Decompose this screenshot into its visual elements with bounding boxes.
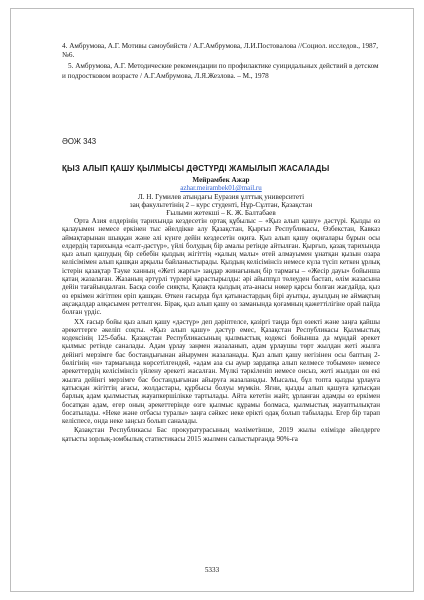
reference-item: 4. Амбрумова, А.Г. Мотивы самоубийств / А.Г.Амбрумова, Л.И.Постовалова //Социол. исследов., 1987, №6. xyxy=(62,42,379,60)
author-email-link[interactable]: azhar.meirambek01@mail.ru xyxy=(180,184,262,193)
udc-code: ӘОЖ 343 xyxy=(62,137,97,146)
article-body xyxy=(62,217,380,444)
page-number: 5333 xyxy=(204,566,220,574)
author-affiliation: Л. Н. Гумилев атындағы Еуразия ұлттық университеті xyxy=(137,192,305,201)
author-name: Мейрамбек Ажар xyxy=(192,176,250,184)
supervisor: Ғылыми жетекші – К. Ж. Балтабаев xyxy=(166,209,276,218)
body-paragraph: Қазақстан Республикасы Бас прокуратурасының мәліметінше, 2019 жылы елімізде әйелдерге қатысты зорлық-зомбылық статистикасы 2015 жылмен салыстырғанда 90%-ға xyxy=(62,426,380,443)
body-paragraph: Орта Азия елдерінің тарихында кездесетін ортақ құбылыс – «Қыз алып қашу» дәстүрі. Қызды өз қалауымен немесе еркінен тыс әйелдікке алу Қазақстан, Қырғыз Республикасы, Өзбекстан, Кавказ аймақтарынан шыққан және әлі күнге дейін кездесетін оқиға. Қыз алып қашу оқиғалары бұрын осы елдердің тарихында «салт-дәстүр», үйлі болудың бір амалы ретінде айтылған. Қырғыз, қазақ тарихында қыз алып қашудың бір себебін қыздың жігіттің «қалың малы» өтей алмауымен ұнатқан қызын озара келісімімен алып қашқан арқылы байланыстырады. Қыздың келісімінсіз немесе күла түсіп кеткен ұрлық істерін қазақтар Тәуке ханның «Жеті жарғы» заңдар жинағының бір тармағы – «Жесір дауы» бойынша қатаң жазалаған. Жазаның әртүрлі түрлері қарастырылды: әрі айыппұл төлеуден бастап, өлім жазасына дейін тағайындалған. Басқа сөзбе сияқты, Қазақта қыздың ата-анасы нөкер қарсы болған жағдайда, қыз өз еркімен жігітпен еріп қашқан. Өткен ғасырда бұл қатынастардың бірі ауытқы, ауылдың не аймақтың ақсақалдар алқасымен реттелген. Бірақ, қыз алып қашу өз заманында қоғамның қажеттілігіне орай пайда болған үрдіс. xyxy=(62,217,380,317)
article-title: ҚЫЗ АЛЫП ҚАШУ ҚЫЛМЫСЫ ДӘСТҮРДІ ЖАМЫЛЫП ЖАСАЛАДЫ xyxy=(62,164,330,173)
author-faculty: заң факультетінің 2 – курс студенті, Нұр-Сұлтан, Қазақстан xyxy=(129,200,313,209)
reference-list xyxy=(62,42,380,83)
reference-item: 5. Амбрумова, А.Г. Методические рекомендации по профилактике суицидальных действий в детском и подростковом возрасте / А.Г.Амбрумова, Л.Я.Жезлова. – М., 1978 xyxy=(62,62,379,80)
body-paragraph: XX ғасыр бойы қыз алып қашу «дәстүр» деп дәріптелсе, қазіргі таңда бұл өзекті және заңға қайшы әрекеттерге әкеліп соқты. «Қыз алып қашу» дәстүр емес, Қазақстан Республикасы Қылмыстық кодексінің 125-бабы. Қазақстан Республикасының қылмыстық кодексі бойынша да мұндай әрекет қылмыс ретінде саналады. Адам ұрлау заңмен жазаланып, адам ұрлаушы төрт жылдан жеті жылға дейінгі мерзімге бас бостандығынан айырумен жазаланады. Қыз алып қашу негізінен осы баптың 2-бөлігінің «н» тармағында көрсетілгендей, «адам аза сы ауыр зардапқа алып келмесе тобымен» немесе әрекеттердің келісімінсіз үйлену әрекеті жасалған. Мүлкі тәркіленіп немесе онсыз, жеті жылдан он екі жылға дейінгі мерзімге бас бостандығынан айыруға жазаланады. Мысалы, бұл топта қызды ұрлауға қатысқан жігіттің ағасы, жолдастары, құрбысы болуы мүмкін. Яғни, қызды алып қашуға қатысқан барлық адам қылмыстық жауапкершілікке тартылады. Айта кететін жайт, ұрланған адамды өз еркімен босатқан адам, егер оның әрекеттерінде өзге қылмыс құрамы болмаса, қылмыстық жауаптылықтан босатылады. «Неке және отбасы туралы» заңға сәйкес неке ерікті одақ болып табылады. Егер бір тарап келіспесе, онда неке заңсыз болып саналады. xyxy=(62,317,380,426)
author-block xyxy=(62,176,380,217)
